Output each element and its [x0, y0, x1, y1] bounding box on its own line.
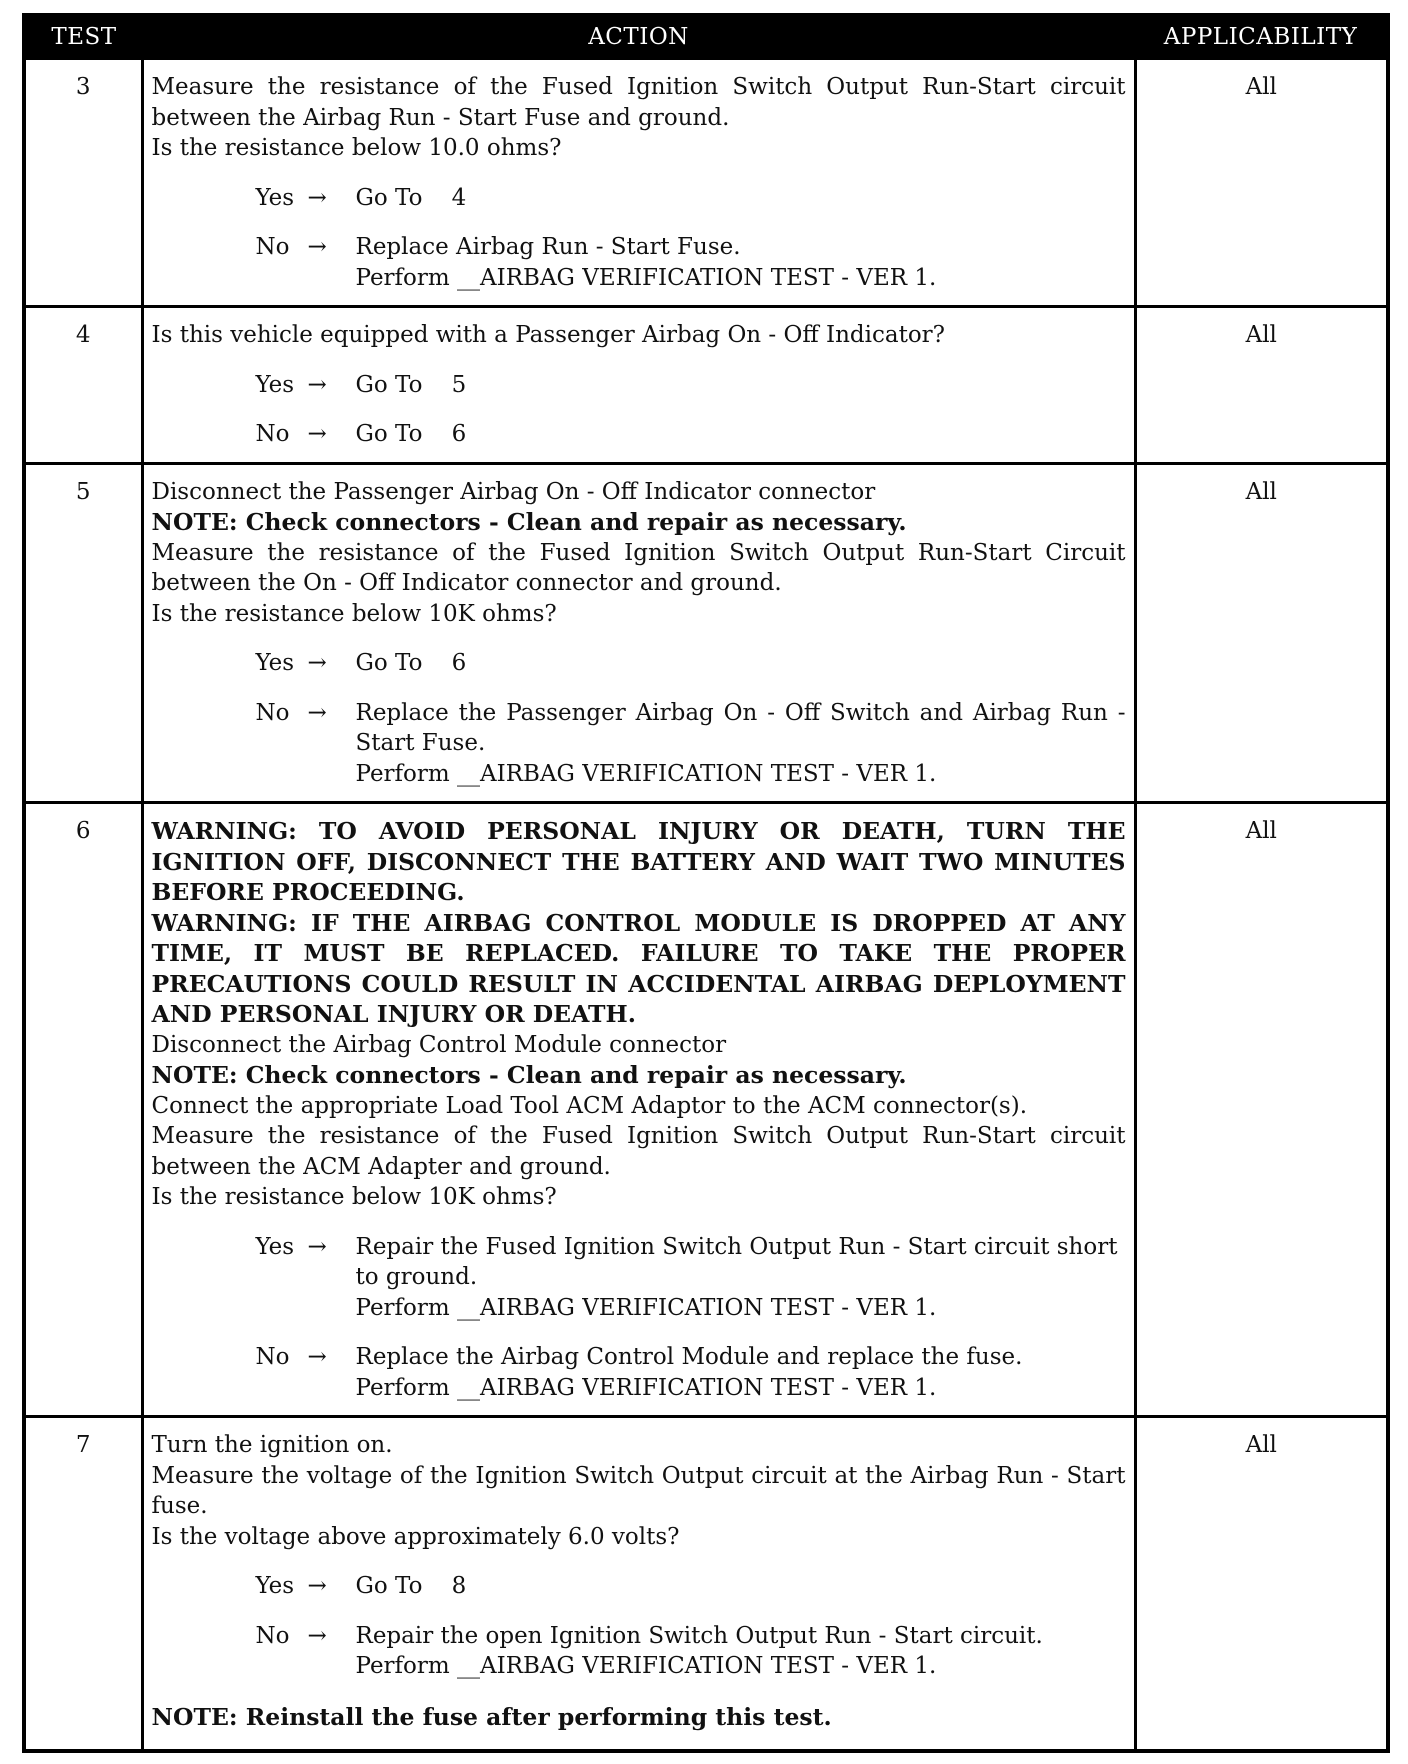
yes-label: Yes: [255, 650, 295, 676]
action-cell: [142, 307, 1135, 464]
arrow-icon: →: [307, 421, 327, 447]
yes-branch: [152, 1232, 1126, 1324]
yes-label: Yes: [255, 184, 295, 211]
arrow-icon: →: [307, 371, 327, 398]
test-number: 5: [24, 463, 142, 803]
action-text: Disconnect the Airbag Control Module connector: [151, 1031, 727, 1058]
action-text: Measure the voltage of the Ignition Switch Output circuit at the Airbag Run - Start fuse.: [151, 1462, 1126, 1519]
yes-result: Repair the Fused Ignition Switch Output Run - Start circuit short to ground.: [355, 1233, 1118, 1290]
table-row: [24, 803, 1388, 1417]
arrow-icon: →: [307, 234, 327, 260]
action-text: Measure the resistance of the Fused Ignition Switch Output Run-Start Circuit between the On - Off Indicator connector and ground.: [151, 539, 1126, 596]
test-number: 7: [24, 1417, 142, 1752]
arrow-icon: →: [307, 184, 327, 211]
action-question: Is the voltage above approximately 6.0 volts?: [151, 1523, 680, 1550]
header-applicability: APPLICABILITY: [1135, 15, 1388, 59]
action-cell: [142, 59, 1135, 307]
applicability-cell: All: [1135, 1417, 1388, 1752]
table-row: [24, 307, 1388, 464]
yes-branch: [152, 1571, 1126, 1602]
action-question: Is this vehicle equipped with a Passenger Airbag On - Off Indicator?: [151, 322, 945, 348]
no-label: No: [255, 1622, 290, 1649]
header-action: ACTION: [142, 15, 1135, 59]
no-branch: [152, 419, 1126, 450]
no-result: Perform __AIRBAG VERIFICATION TEST - VER 1.: [355, 1653, 937, 1679]
yes-result: Perform __AIRBAG VERIFICATION TEST - VER 1.: [355, 1294, 937, 1321]
yes-branch: [152, 183, 1126, 214]
arrow-icon: →: [307, 699, 327, 726]
action-text: Measure the resistance of the Fused Ignition Switch Output Run-Start circuit between the Airbag Run - Start Fuse and ground.: [151, 74, 1126, 131]
action-cell: [142, 1417, 1135, 1752]
table-row: [24, 1417, 1388, 1752]
yes-branch: [152, 648, 1126, 679]
action-question: Is the resistance below 10.0 ohms?: [151, 135, 562, 161]
applicability-cell: All: [1135, 307, 1388, 464]
table-row: [24, 59, 1388, 307]
header-test: TEST: [24, 15, 142, 59]
test-number: 4: [24, 307, 142, 464]
note-text: NOTE: Check connectors - Clean and repair as necessary.: [151, 1061, 907, 1089]
yes-branch: [152, 370, 1126, 401]
action-text: Disconnect the Passenger Airbag On - Off Indicator connector: [151, 478, 876, 505]
warning-text: WARNING: IF THE AIRBAG CONTROL MODULE IS DROPPED AT ANY TIME, IT MUST BE REPLACED. FAILURE TO TAKE THE PROPER PRECAUTIONS COULD RESULT IN ACCIDENTAL AIRBAG DEPLOYMENT AND PERSONAL INJURY OR DEATH.: [151, 908, 1126, 1028]
no-label: No: [255, 421, 290, 447]
action-text: Turn the ignition on.: [151, 1432, 393, 1458]
no-result: Perform __AIRBAG VERIFICATION TEST - VER 1.: [355, 1374, 937, 1401]
no-result: Replace Airbag Run - Start Fuse.: [355, 234, 741, 260]
no-label: No: [255, 1344, 290, 1370]
no-result: Replace the Airbag Control Module and replace the fuse.: [355, 1344, 1023, 1370]
warning-text: WARNING: TO AVOID PERSONAL INJURY OR DEATH, TURN THE IGNITION OFF, DISCONNECT THE BATTERY AND WAIT TWO MINUTES BEFORE PROCEEDING.: [151, 817, 1126, 906]
applicability-cell: All: [1135, 803, 1388, 1417]
yes-result: Go To 6: [355, 650, 467, 676]
yes-label: Yes: [255, 1573, 295, 1599]
no-result: Go To 6: [355, 421, 467, 447]
no-result: Repair the open Ignition Switch Output Run - Start circuit.: [355, 1622, 1043, 1649]
no-branch: [152, 1342, 1126, 1403]
yes-label: Yes: [255, 371, 295, 398]
action-text: Measure the resistance of the Fused Ignition Switch Output Run-Start circuit between the ACM Adapter and ground.: [151, 1123, 1126, 1180]
test-number: 6: [24, 803, 142, 1417]
action-cell: [142, 463, 1135, 803]
table-header-row: [24, 15, 1388, 59]
action-question: Is the resistance below 10K ohms?: [151, 1184, 557, 1210]
applicability-cell: All: [1135, 463, 1388, 803]
no-branch: [152, 698, 1126, 790]
action-cell: [142, 803, 1135, 1417]
arrow-icon: →: [307, 1622, 327, 1649]
table-row: [24, 463, 1388, 803]
action-question: Is the resistance below 10K ohms?: [151, 600, 557, 627]
test-number: 3: [24, 59, 142, 307]
applicability-cell: All: [1135, 59, 1388, 307]
yes-result: Go To 8: [355, 1573, 467, 1599]
arrow-icon: →: [307, 1233, 327, 1260]
note-text: NOTE: Reinstall the fuse after performing this test.: [151, 1702, 832, 1731]
no-result: Perform __AIRBAG VERIFICATION TEST - VER 1.: [355, 760, 937, 787]
no-branch: [152, 1621, 1126, 1682]
action-text: Connect the appropriate Load Tool ACM Adaptor to the ACM connector(s).: [151, 1092, 1028, 1119]
arrow-icon: →: [307, 1344, 327, 1370]
no-result: Replace the Passenger Airbag On - Off Switch and Airbag Run - Start Fuse.: [355, 699, 1126, 756]
diagnostic-test-table: [22, 13, 1390, 1753]
no-label: No: [255, 699, 290, 726]
arrow-icon: →: [307, 1573, 327, 1599]
yes-label: Yes: [255, 1233, 295, 1260]
no-branch: [152, 232, 1126, 293]
yes-result: Go To 5: [355, 371, 467, 398]
note-text: NOTE: Check connectors - Clean and repair as necessary.: [151, 508, 907, 536]
no-label: No: [255, 234, 290, 260]
no-result: Perform __AIRBAG VERIFICATION TEST - VER 1.: [355, 264, 937, 291]
arrow-icon: →: [307, 650, 327, 676]
yes-result: Go To 4: [355, 184, 467, 211]
